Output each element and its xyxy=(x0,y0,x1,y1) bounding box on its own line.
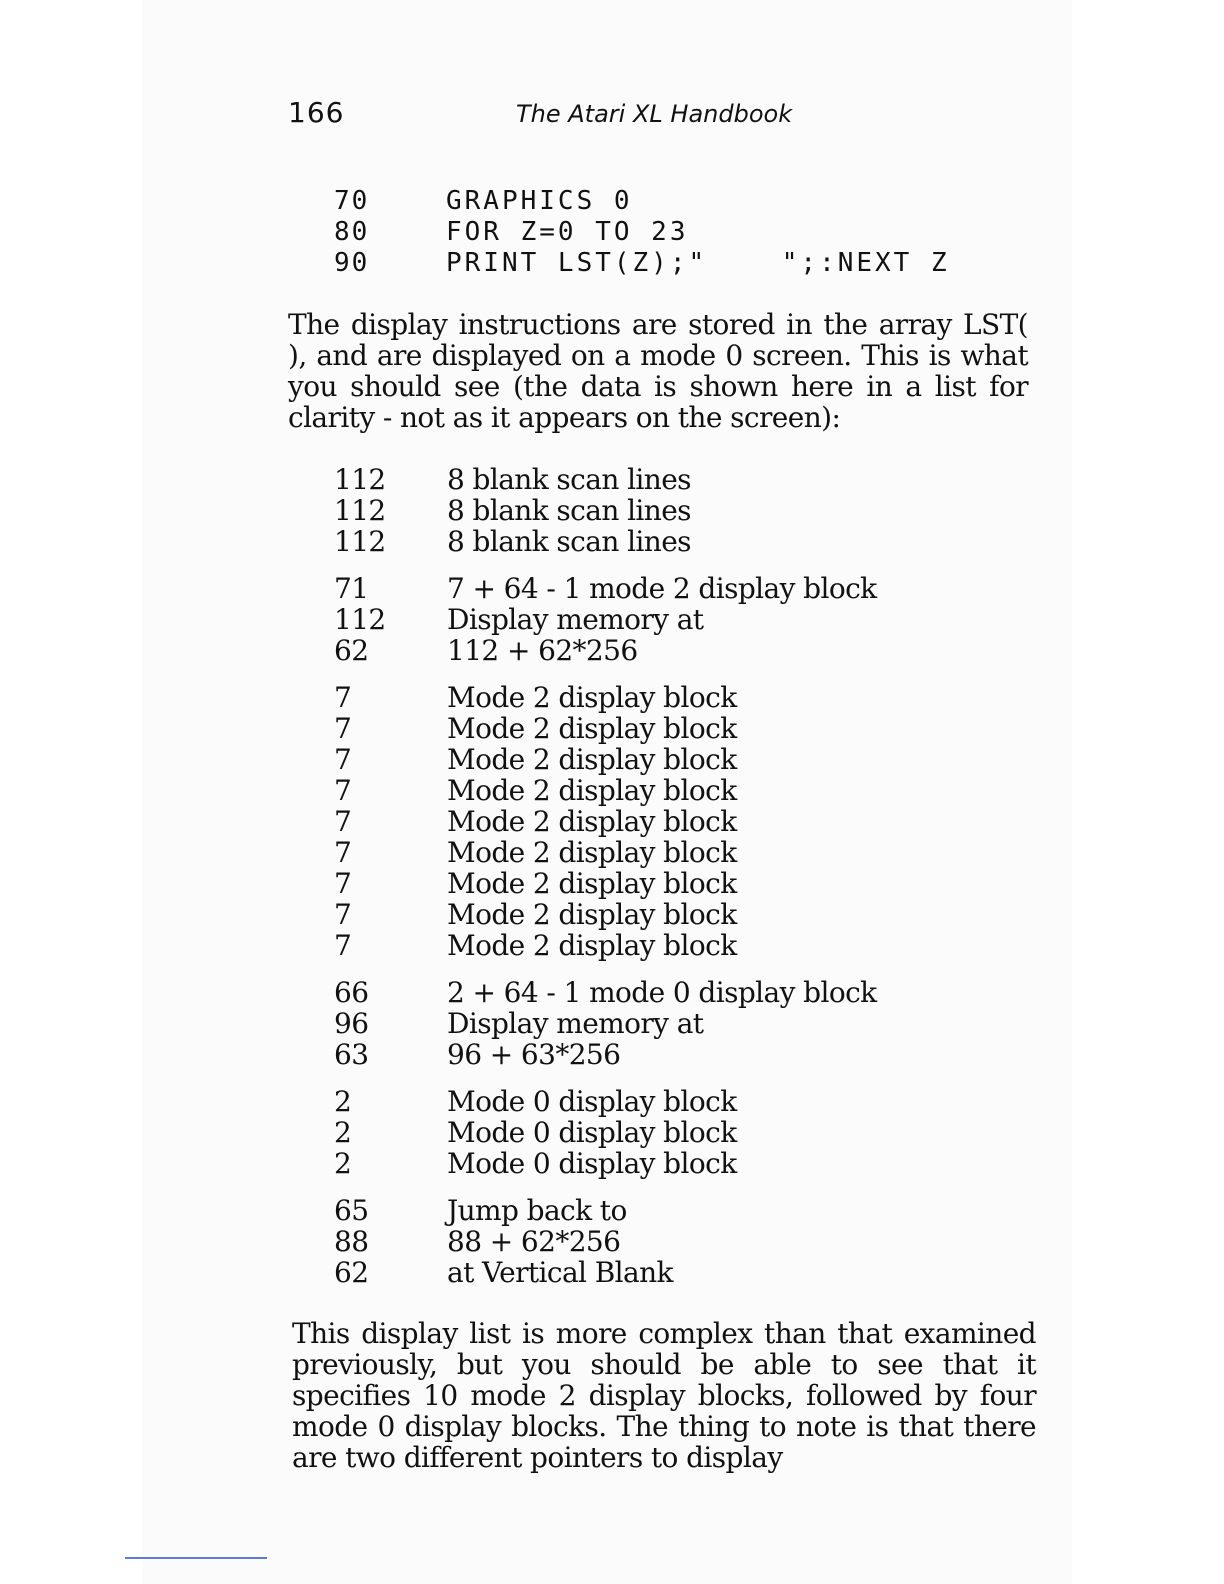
display-list-value: 66 xyxy=(334,976,369,1009)
display-list-description: Jump back to xyxy=(447,1194,627,1227)
paragraph-explanation: This display list is more complex than that examined previously, but you should be able to see that it specifies 10 mode 2 display blocks, followed by four mode 0 display blocks. The thing to note is that there are two different pointers to display xyxy=(292,1317,1036,1474)
display-list-value: 2 xyxy=(334,1085,352,1118)
display-list-value: 62 xyxy=(334,1256,369,1289)
display-list-description: 8 blank scan lines xyxy=(447,463,691,496)
code-line-text: PRINT LST(Z);" ";:NEXT Z xyxy=(446,248,950,278)
display-list-value: 7 xyxy=(334,929,352,962)
display-list-value: 112 xyxy=(334,525,386,558)
display-list-group xyxy=(334,977,974,1070)
display-list-row xyxy=(334,635,974,666)
display-list-row xyxy=(334,868,974,899)
display-list-row xyxy=(334,573,974,604)
paragraph-intro: The display instructions are stored in the array LST( ), and are displayed on a mode 0 screen. This is what you should see (the data is shown here in a list for clarity - not as it appears on the screen): xyxy=(288,308,1028,434)
display-list-row xyxy=(334,1117,974,1148)
display-list-value: 7 xyxy=(334,681,352,714)
display-list-description: 8 blank scan lines xyxy=(447,494,691,527)
display-list-row xyxy=(334,464,974,495)
display-list-value: 96 xyxy=(334,1007,369,1040)
display-list-description: at Vertical Blank xyxy=(447,1256,673,1289)
display-list-row xyxy=(334,1195,974,1226)
display-list-group xyxy=(334,464,974,557)
display-list-row xyxy=(334,682,974,713)
display-list-row xyxy=(334,1226,974,1257)
display-list-row xyxy=(334,744,974,775)
display-list-description: Mode 2 display block xyxy=(447,898,737,931)
code-line-number: 70 xyxy=(334,186,370,216)
code-line xyxy=(334,248,950,279)
display-list-row xyxy=(334,1086,974,1117)
display-list-description: Display memory at xyxy=(447,1007,704,1040)
display-list-value: 63 xyxy=(334,1038,369,1071)
display-list-row xyxy=(334,495,974,526)
display-list-row xyxy=(334,1148,974,1179)
display-list-description: Display memory at xyxy=(447,603,704,636)
display-list-description: 88 + 62*256 xyxy=(447,1225,621,1258)
display-list-description: Mode 2 display block xyxy=(447,712,737,745)
code-line-text: FOR Z=0 TO 23 xyxy=(446,217,689,247)
display-list-description: Mode 2 display block xyxy=(447,743,737,776)
code-line-number: 80 xyxy=(334,217,370,247)
display-list-value: 7 xyxy=(334,743,352,776)
display-list-description: Mode 2 display block xyxy=(447,929,737,962)
display-list-description: Mode 0 display block xyxy=(447,1116,737,1149)
page-header xyxy=(288,96,1048,136)
display-list-value: 65 xyxy=(334,1194,369,1227)
display-list-description: Mode 0 display block xyxy=(447,1085,737,1118)
display-list-row xyxy=(334,977,974,1008)
display-list-row xyxy=(334,837,974,868)
display-list-value: 7 xyxy=(334,805,352,838)
page-number: 166 xyxy=(288,96,345,129)
display-list-value: 112 xyxy=(334,494,386,527)
display-list-row xyxy=(334,775,974,806)
display-list-description: Mode 2 display block xyxy=(447,836,737,869)
display-list-description: 7 + 64 - 1 mode 2 display block xyxy=(447,572,877,605)
display-list-group xyxy=(334,1195,974,1288)
display-list-description: Mode 2 display block xyxy=(447,774,737,807)
code-line xyxy=(334,217,950,248)
display-list-description: Mode 0 display block xyxy=(447,1147,737,1180)
display-list-value: 2 xyxy=(334,1116,352,1149)
display-list-value: 7 xyxy=(334,867,352,900)
bottom-rule xyxy=(125,1557,267,1559)
display-list-row xyxy=(334,526,974,557)
display-list-value: 62 xyxy=(334,634,369,667)
display-list-description: 8 blank scan lines xyxy=(447,525,691,558)
display-list-row xyxy=(334,899,974,930)
display-list-row xyxy=(334,1257,974,1288)
display-list-description: 96 + 63*256 xyxy=(447,1038,621,1071)
running-title: The Atari XL Handbook xyxy=(516,100,793,128)
display-list-value: 112 xyxy=(334,603,386,636)
code-line-number: 90 xyxy=(334,248,370,278)
basic-code-listing xyxy=(334,186,950,279)
display-list-description: Mode 2 display block xyxy=(447,681,737,714)
display-list-group xyxy=(334,1086,974,1179)
display-list-description: Mode 2 display block xyxy=(447,867,737,900)
display-list-table xyxy=(334,464,974,1304)
display-list-description: 2 + 64 - 1 mode 0 display block xyxy=(447,976,877,1009)
display-list-value: 7 xyxy=(334,774,352,807)
display-list-description: Mode 2 display block xyxy=(447,805,737,838)
display-list-value: 7 xyxy=(334,712,352,745)
display-list-group xyxy=(334,682,974,961)
code-line xyxy=(334,186,950,217)
display-list-group xyxy=(334,573,974,666)
display-list-value: 2 xyxy=(334,1147,352,1180)
display-list-value: 71 xyxy=(334,572,369,605)
display-list-value: 112 xyxy=(334,463,386,496)
display-list-value: 7 xyxy=(334,898,352,931)
display-list-row xyxy=(334,930,974,961)
display-list-row xyxy=(334,1039,974,1070)
display-list-row xyxy=(334,1008,974,1039)
display-list-row xyxy=(334,713,974,744)
display-list-row xyxy=(334,604,974,635)
display-list-value: 7 xyxy=(334,836,352,869)
code-line-text: GRAPHICS 0 xyxy=(446,186,633,216)
display-list-value: 88 xyxy=(334,1225,369,1258)
display-list-row xyxy=(334,806,974,837)
display-list-description: 112 + 62*256 xyxy=(447,634,638,667)
